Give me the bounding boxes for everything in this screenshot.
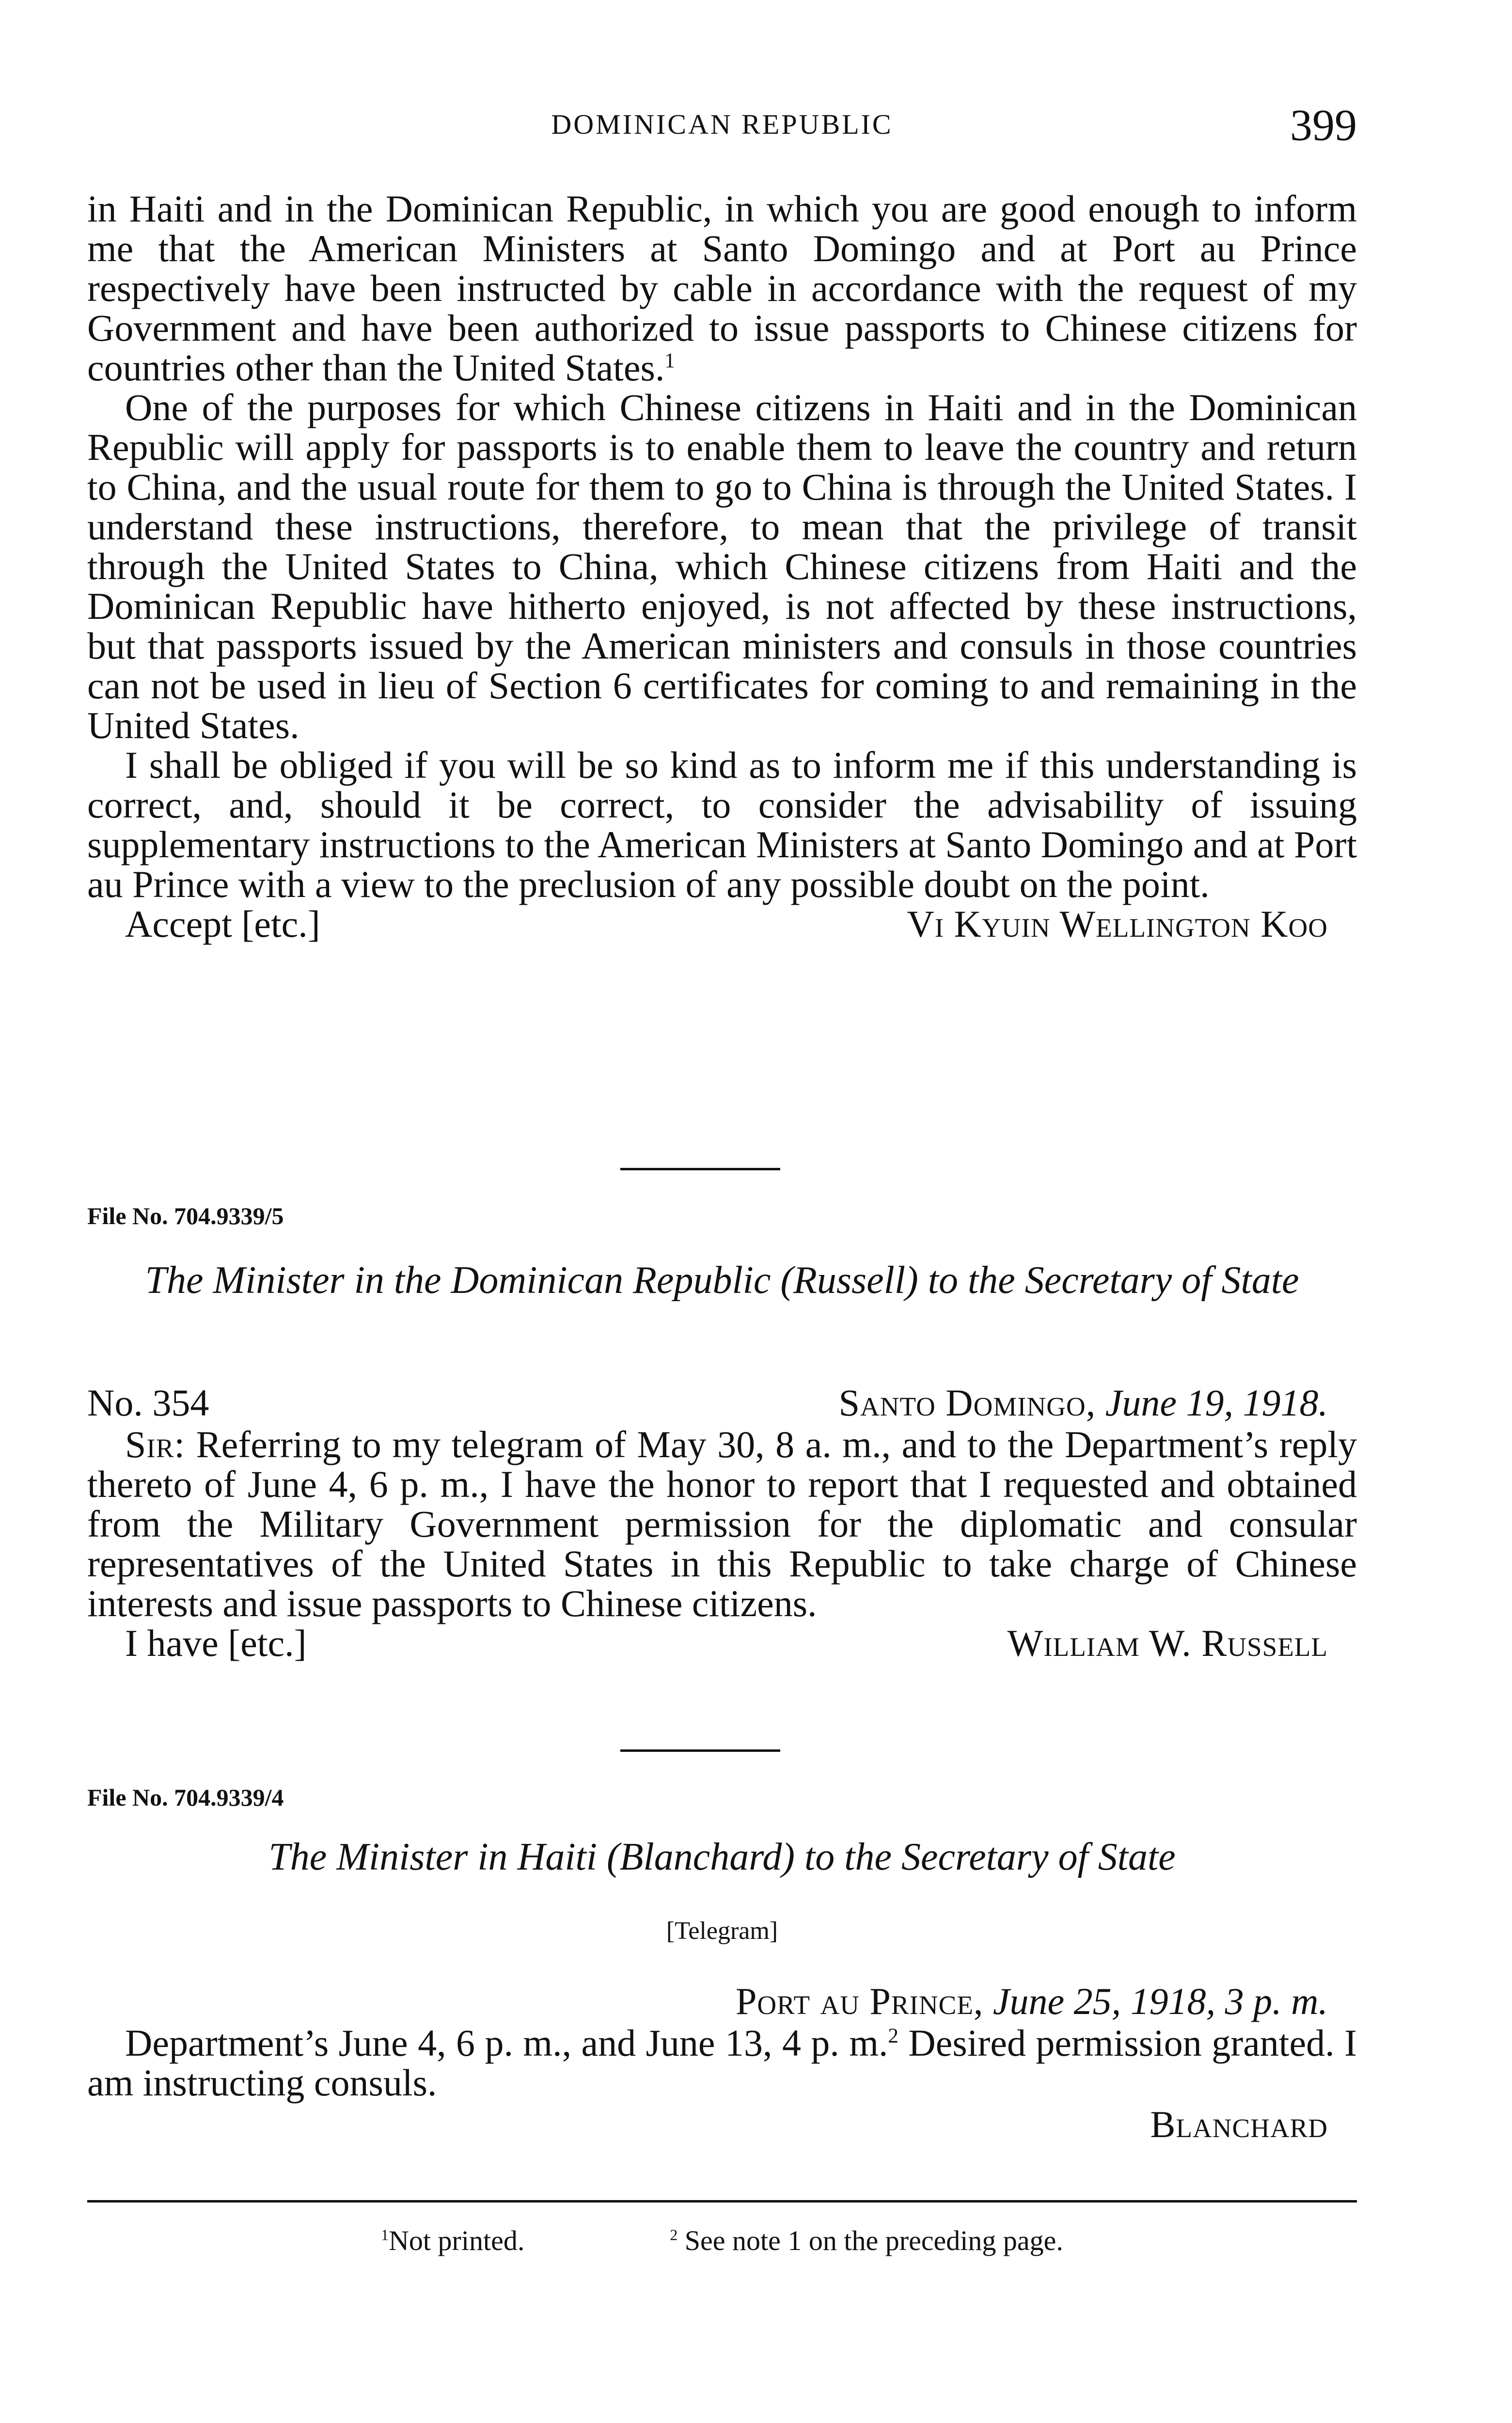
document-russell-body <box>87 1381 1357 1663</box>
document-russell-closing <box>87 1623 1357 1663</box>
letter-koo <box>87 189 1357 944</box>
dispatch-number: No. 354 <box>87 1382 209 1424</box>
letter-koo-paragraph-1 <box>87 189 1357 388</box>
section-divider <box>620 1168 780 1170</box>
paragraph-text-cont: Desired permission granted. I am instructing consuls. <box>87 2022 1357 2104</box>
document-title: The Minister in the Dominican Republic (Russell) to the Secretary of State <box>145 1259 1299 1302</box>
document-russell-paragraph <box>87 1425 1357 1623</box>
footnote-text: See note 1 on the preceding page. <box>684 2225 1063 2256</box>
document-blanchard-paragraph <box>87 2023 1357 2103</box>
footnote-ref-1: 1 <box>664 349 675 372</box>
footnote-mark: 2 <box>670 2226 678 2244</box>
document-russell <box>87 1202 1357 1230</box>
paragraph-text: Department’s June 4, 6 p. m., and June 13, 4 p. m. <box>125 2022 888 2064</box>
footnote-1 <box>381 2224 524 2257</box>
section-divider <box>620 1749 780 1752</box>
page-header <box>87 99 1357 153</box>
letter-koo-paragraph-2: One of the purposes for which Chinese citizens in Haiti and in the Dominican Republic will apply for passports is to enable them to leave the country and return to China, and the usual route for them to go to China is through the United States. I understand these instructions, therefore, to mean that the privilege of transit through the United States to China, which Chinese citizens from Haiti and the Dominican Republic have hitherto enjoyed, is not affected by these instructions, but that passports issued by the American ministers and consuls in those countries can not be used in lieu of Section 6 certificates for coming to and remaining in the United States. <box>87 386 1357 746</box>
place-date <box>839 1381 1328 1425</box>
page-number: 399 <box>1290 100 1357 150</box>
footnote-list <box>87 2224 1357 2257</box>
letter-koo-paragraph-3: I shall be obliged if you will be so kind as to inform me if this understanding is correct, and, should it be correct, to consider the advisability of issuing supplementary instructions to the American Ministers at Santo Domingo and at Port au Prince with a view to the preclusion of any possible doubt on the point. <box>87 744 1357 905</box>
running-head: DOMINICAN REPUBLIC <box>551 109 893 140</box>
telegram-label: [Telegram] <box>666 1917 778 1945</box>
signature: William W. Russell <box>1007 1622 1328 1664</box>
date: June 19, 1918. <box>1105 1382 1328 1424</box>
document-title: The Minister in Haiti (Blanchard) to the Secretary of State <box>268 1836 1176 1878</box>
dateline <box>87 1381 1357 1425</box>
paragraph-text: Referring to my telegram of May 30, 8 a. m., and to the Department’s reply thereto of June 4, 6 p. m., I have the honor to report that I requested and obtained from the Military Government permission for the diplomatic and consular representatives of the United States in this Republic to take charge of Chinese interests and issue passports to Chinese citizens. <box>87 1423 1357 1624</box>
salutation: Sir: <box>125 1423 186 1465</box>
closing-text: Accept [etc.] <box>125 903 320 945</box>
place: Santo Domingo, <box>838 1382 1096 1424</box>
document-blanchard-title-block <box>87 1837 1357 1877</box>
document-blanchard-body <box>87 1980 1357 2146</box>
footnote-text: Not printed. <box>389 2225 525 2256</box>
footnote-rule <box>87 2200 1357 2203</box>
document-blanchard <box>87 1783 1357 1811</box>
document-russell-title-block <box>87 1260 1357 1301</box>
file-number: File No. 704.9339/4 <box>87 1784 284 1811</box>
paragraph-text: in Haiti and in the Dominican Republic, in which you are good enough to inform me that the American Ministers at Santo Domingo and at Port au Prince respectively have been instructed by cable in accordance with the request of my Government and have been authorized to issue passports to Chinese citizens for countries other than the United States. <box>87 188 1357 389</box>
footnote-2 <box>670 2224 1063 2257</box>
footnotes <box>87 2224 1357 2257</box>
signature: Blanchard <box>1150 2103 1328 2145</box>
date: June 25, 1918, 3 p. m. <box>992 1980 1328 2022</box>
letter-koo-closing <box>87 904 1357 944</box>
footnote-ref-2: 2 <box>888 2025 898 2047</box>
file-number: File No. 704.9339/5 <box>87 1202 284 1229</box>
footnote-mark: 1 <box>381 2226 389 2244</box>
document-blanchard-kind <box>87 1917 1357 1945</box>
dateline <box>87 1980 1357 2023</box>
closing-text: I have [etc.] <box>125 1622 307 1664</box>
place: Port au Prince, <box>736 1980 984 2022</box>
signature: Vi Kyuin Wellington Koo <box>907 903 1328 945</box>
